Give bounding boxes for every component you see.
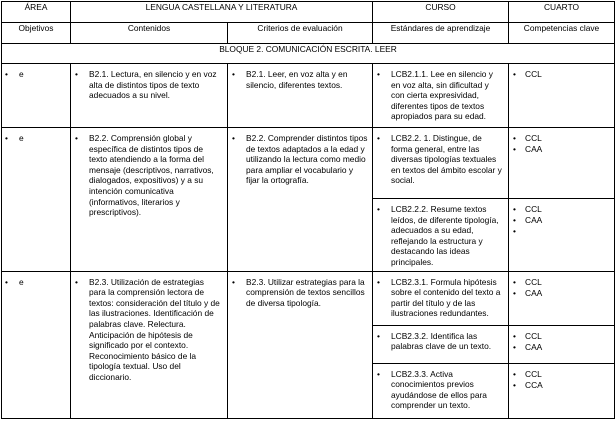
bullet: • bbox=[232, 133, 235, 143]
estandar-cell bbox=[373, 128, 509, 199]
bullet: • bbox=[5, 69, 8, 79]
competencia: CAA bbox=[525, 215, 543, 225]
curriculum-table bbox=[1, 1, 615, 419]
bullet: • bbox=[5, 133, 8, 143]
criterio-text: B2.3. Utilizar estrategias para la comprensión de textos sencillos de diversa tipología. bbox=[246, 276, 365, 308]
bullet: • bbox=[377, 204, 380, 214]
bullet: • bbox=[377, 133, 380, 143]
criterio-cell bbox=[228, 128, 373, 272]
header-criterios: Criterios de evaluación bbox=[228, 23, 373, 44]
bullet: • bbox=[377, 330, 380, 341]
contenido-text: B2.2. Comprensión global y específica de distintos tipos de texto atendiendo a la forma del mensaje (descriptivos, narrativos, dialogados, expositivos) y a su intención comunicativa (informativos, literarios y prescriptivos). bbox=[89, 133, 214, 218]
estandar-text: LCB2.2.2. Resume textos leídos, de diferente tipología, adecuados a su edad, reflejando la estructura y destacando las ideas principales. bbox=[391, 204, 499, 267]
bullet: • bbox=[377, 368, 380, 379]
bullet: • bbox=[377, 276, 380, 287]
competencia: CCL bbox=[525, 276, 542, 287]
objetivo-cell bbox=[2, 271, 71, 418]
bullet: • bbox=[513, 287, 516, 298]
header-row-1 bbox=[2, 2, 615, 23]
bullet: • bbox=[513, 368, 516, 379]
competencias-cell bbox=[509, 128, 615, 199]
estandar-cell bbox=[373, 64, 509, 128]
estandar-cell bbox=[373, 325, 509, 363]
estandar-text: LCB2.3.1. Formula hipótesis sobre el contenido del texto a partir del título y de las ilustraciones redundantes. bbox=[391, 276, 501, 319]
bullet: • bbox=[377, 69, 380, 79]
competencia: CCA bbox=[525, 379, 543, 390]
bullet: • bbox=[513, 276, 516, 287]
competencia: CCL bbox=[525, 133, 542, 143]
bullet: • bbox=[513, 330, 516, 341]
bullet: • bbox=[513, 69, 516, 79]
bullet: • bbox=[513, 341, 516, 352]
bullet: • bbox=[513, 133, 516, 143]
competencia: CCL bbox=[525, 368, 542, 379]
objetivo-cell bbox=[2, 64, 71, 128]
header-row-2 bbox=[2, 23, 615, 44]
bullet: • bbox=[5, 276, 8, 287]
objetivo-cell bbox=[2, 128, 71, 272]
competencia: CAA bbox=[525, 144, 543, 154]
estandar-cell bbox=[373, 199, 509, 272]
contenido-cell bbox=[71, 271, 228, 418]
competencia: CCL bbox=[525, 204, 542, 214]
criterio-cell bbox=[228, 271, 373, 418]
competencia: CAA bbox=[525, 341, 543, 352]
bullet: • bbox=[513, 204, 516, 214]
header-estandares: Estándares de aprendizaje bbox=[373, 23, 509, 44]
estandar-cell bbox=[373, 271, 509, 325]
contenido-text: B2.3. Utilización de estrategias para la comprensión lectora de textos: consideración del título y de las ilustraciones. Identificación de palabras clave. Relectura. Anticipación de hipótesis de significado por el contexto. Reconocimiento básico de la tipología textual. Uso del diccionario. bbox=[89, 276, 220, 382]
estandar-text: LCB2.1.1. Lee en silencio y en voz alta, sin dificultad y con cierta expresividad, diferentes tipos de textos apropiados para su edad. bbox=[391, 69, 493, 122]
estandar-text: LCB2.3.2. Identifica las palabras clave de un texto. bbox=[391, 330, 492, 352]
competencias-cell bbox=[509, 64, 615, 128]
criterio-text: B2.2. Comprender distintos tipos de textos adaptados a la edad y utilizando la lectura como medio para ampliar el vocabulario y fijar la ortografía. bbox=[246, 133, 368, 186]
bullet: • bbox=[513, 226, 516, 236]
competencias-cell bbox=[509, 363, 615, 418]
header-curso: CURSO bbox=[373, 2, 509, 23]
bullet: • bbox=[513, 215, 516, 225]
estandar-text: LCB2.2. 1. Distingue, de forma general, entre las diversas tipologías textuales en textos del ámbito escolar y social. bbox=[391, 133, 502, 186]
header-area: ÁREA bbox=[2, 2, 71, 23]
table-row bbox=[2, 128, 615, 199]
contenido-cell bbox=[71, 128, 228, 272]
bloque-row bbox=[2, 44, 615, 64]
objetivo-value: e bbox=[19, 133, 24, 143]
bullet: • bbox=[513, 379, 516, 390]
contenido-cell bbox=[71, 64, 228, 128]
bullet: • bbox=[232, 276, 235, 287]
competencias-cell bbox=[509, 325, 615, 363]
competencia: CAA bbox=[525, 287, 543, 298]
bullet: • bbox=[75, 69, 78, 79]
estandar-text: LCB2.3.3. Activa conocimientos previos ayudándose de ellos para comprender un texto. bbox=[391, 368, 487, 411]
competencias-cell bbox=[509, 271, 615, 325]
bullet: • bbox=[75, 276, 78, 287]
objetivo-value: e bbox=[19, 276, 24, 287]
criterio-cell bbox=[228, 64, 373, 128]
bullet: • bbox=[75, 133, 78, 143]
header-objetivos: Objetivos bbox=[2, 23, 71, 44]
table-row bbox=[2, 271, 615, 325]
header-subject: LENGUA CASTELLANA Y LITERATURA bbox=[71, 2, 373, 23]
criterio-text: B2.1. Leer, en voz alta y en silencio, diferentes textos. bbox=[246, 69, 348, 90]
contenido-text: B2.1. Lectura, en silencio y en voz alta de distintos tipos de texto adecuados a su nivel. bbox=[89, 69, 217, 101]
bullet: • bbox=[232, 69, 235, 79]
header-contenidos: Contenidos bbox=[71, 23, 228, 44]
header-cuarto: CUARTO bbox=[509, 2, 615, 23]
competencia: CCL bbox=[525, 330, 542, 341]
objetivo-value: e bbox=[19, 69, 24, 79]
table-row bbox=[2, 64, 615, 128]
bloque-title: BLOQUE 2. COMUNICACIÓN ESCRITA. LEER bbox=[2, 44, 615, 64]
competencia: CCL bbox=[525, 69, 542, 79]
bullet: • bbox=[513, 144, 516, 154]
estandar-cell bbox=[373, 363, 509, 418]
competencias-cell bbox=[509, 199, 615, 272]
header-competencias: Competencias clave bbox=[509, 23, 615, 44]
